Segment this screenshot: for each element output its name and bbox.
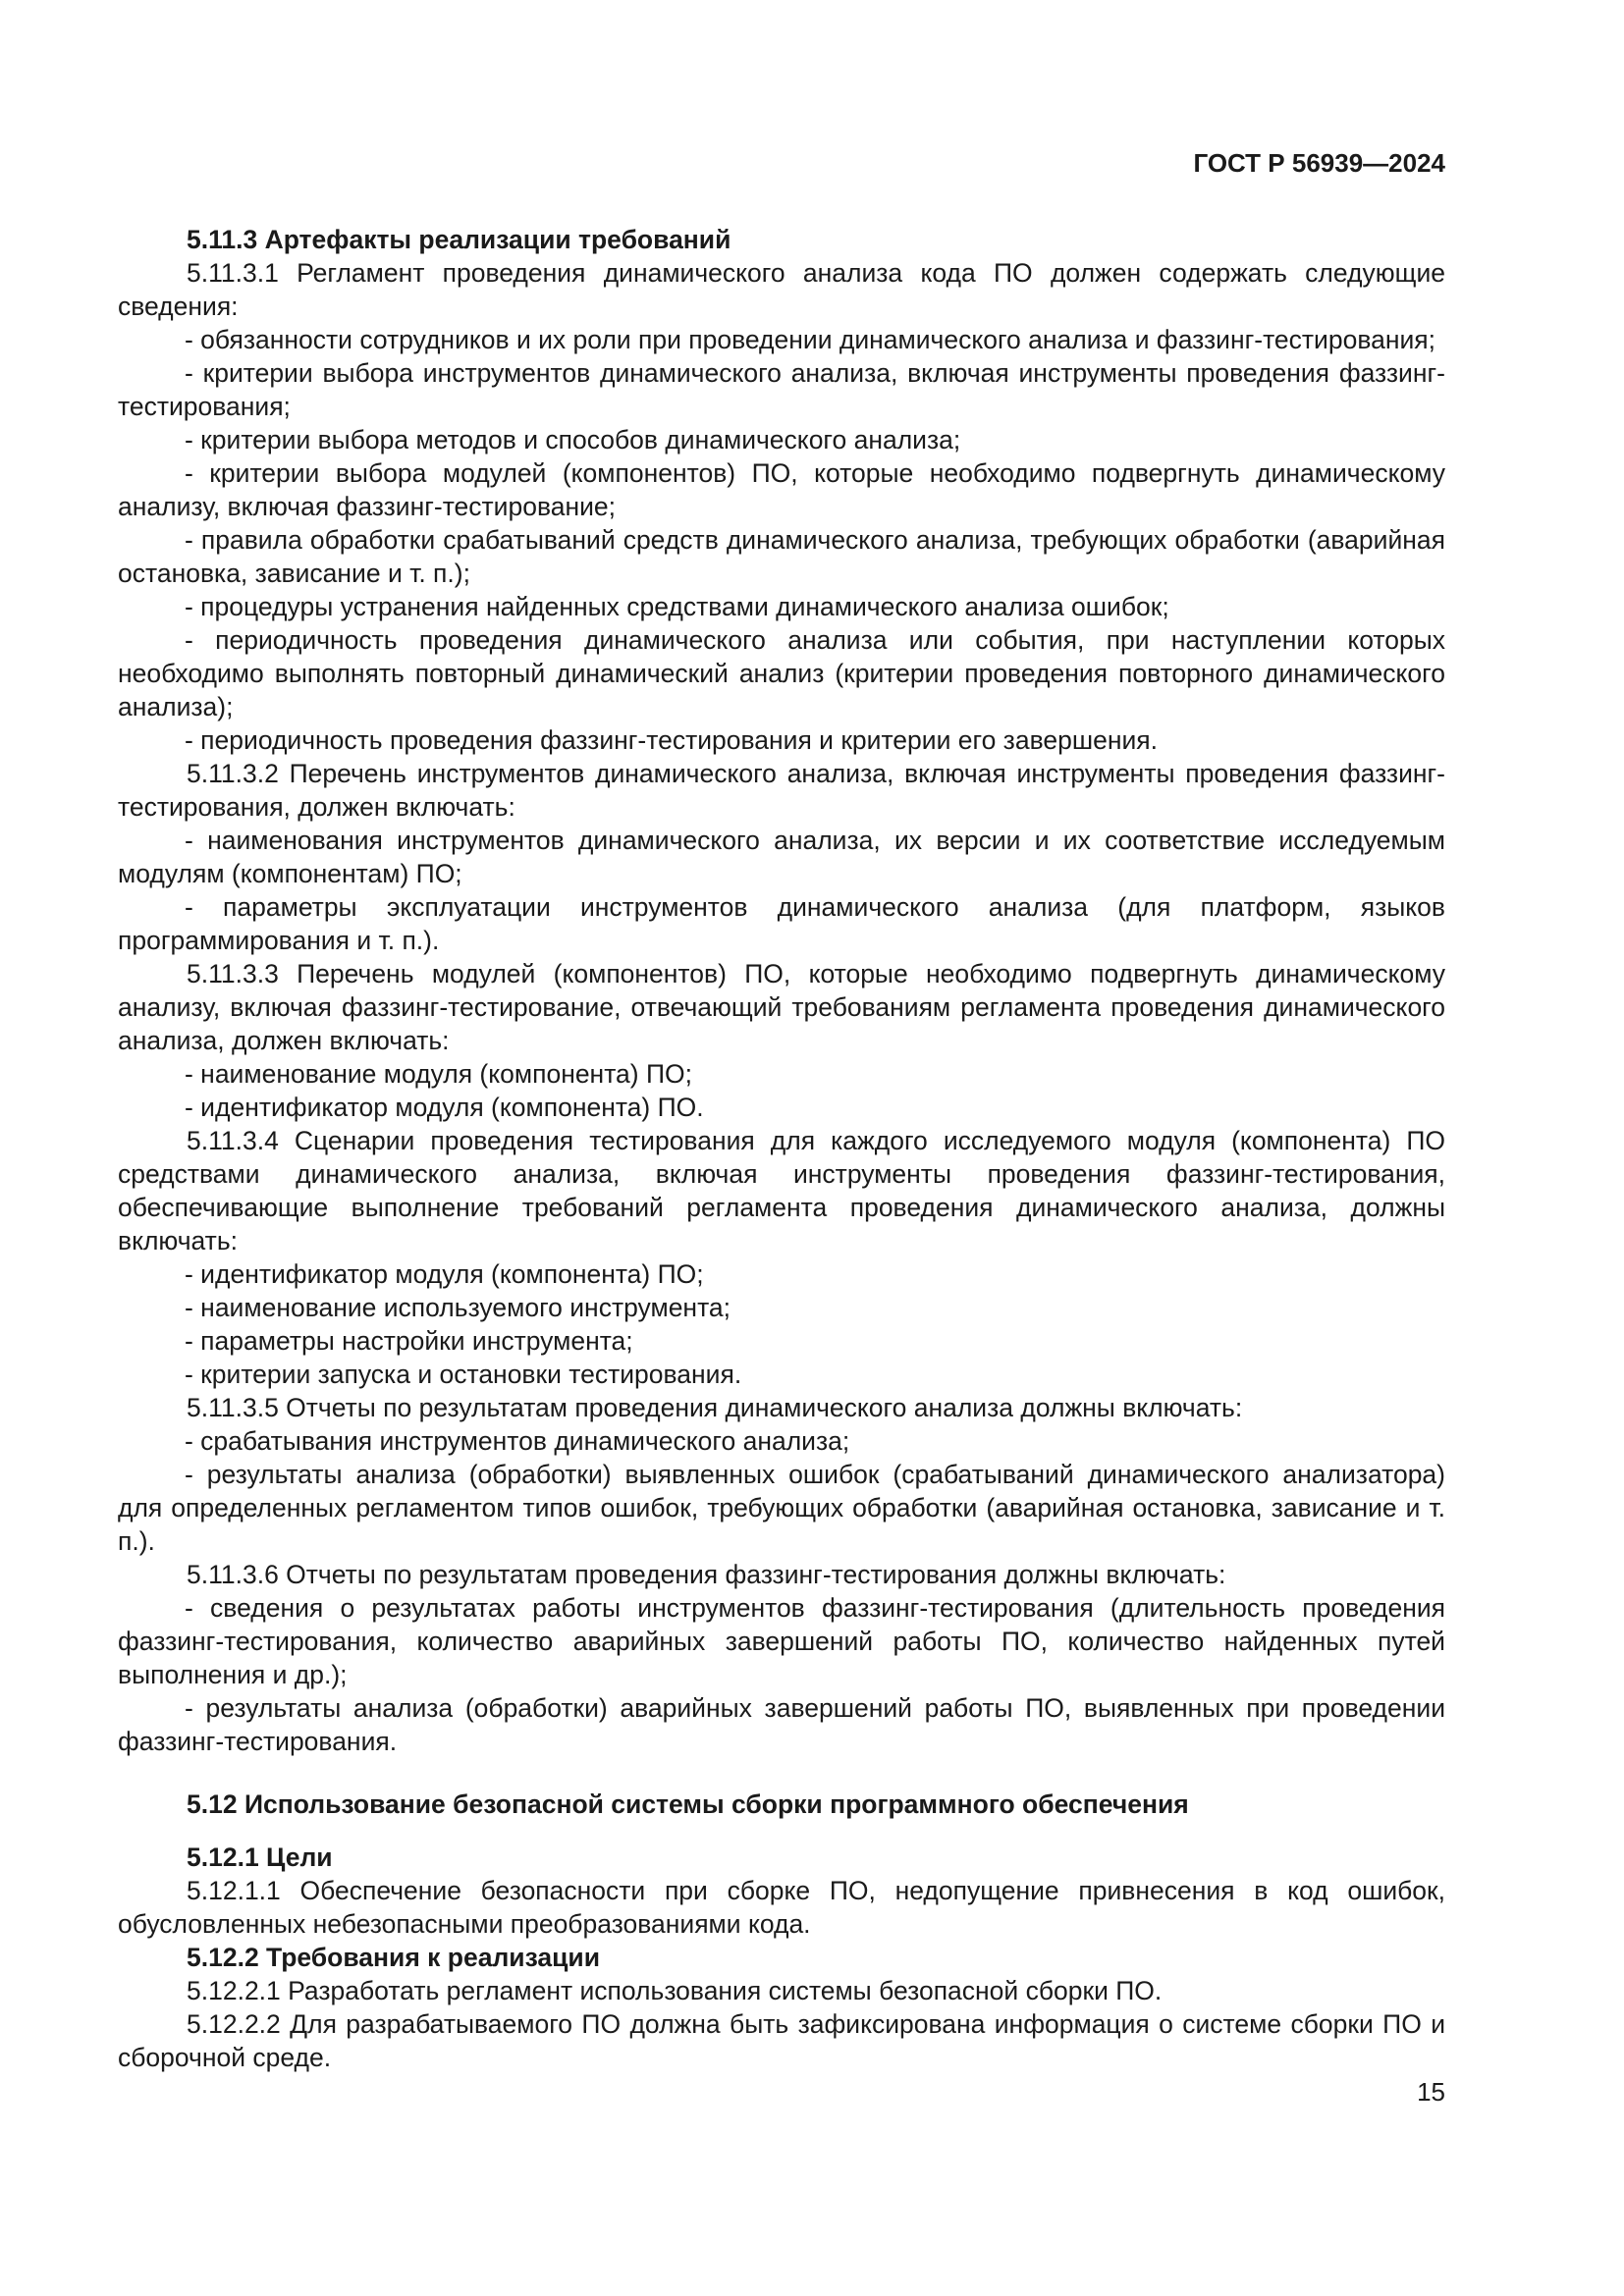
paragraph: 5.12.2.1 Разработать регламент использования системы безопасной сборки ПО. xyxy=(187,1976,1163,2005)
paragraph: 5.11.3.1 Регламент проведения динамического анализа кода ПО должен содержать следующие сведения: xyxy=(118,258,1445,321)
paragraph: 5.11.3.5 Отчеты по результатам проведения динамического анализа должны включать: xyxy=(187,1393,1243,1422)
list-item: - результаты анализа (обработки) аварийных завершений работы ПО, выявленных при проведении фаззинг-тестирования. xyxy=(118,1693,1445,1756)
list-item: - идентификатор модуля (компонента) ПО; xyxy=(185,1259,704,1289)
subsection-heading: 5.12.2 Требования к реализации xyxy=(187,1943,600,1972)
list-item: - критерии запуска и остановки тестирования. xyxy=(185,1360,742,1389)
list-item: - критерии выбора модулей (компонентов) ПО, которые необходимо подвергнуть динамическому анализу, включая фаззинг-тестирование; xyxy=(118,458,1445,521)
list-item: - срабатывания инструментов динамического анализа; xyxy=(185,1426,850,1456)
paragraph: 5.11.3.6 Отчеты по результатам проведения фаззинг-тестирования должны включать: xyxy=(187,1560,1226,1589)
list-item: - критерии выбора инструментов динамического анализа, включая инструменты проведения фаззинг-тестирования; xyxy=(118,358,1445,421)
document-header: ГОСТ Р 56939—2024 xyxy=(1193,148,1445,178)
paragraph: 5.12.1.1 Обеспечение безопасности при сборке ПО, недопущение привнесения в код ошибок, обусловленных небезопасными преобразованиями кода. xyxy=(118,1876,1445,1939)
list-item: - результаты анализа (обработки) выявленных ошибок (срабатываний динамического анализатора) для определенных регламентом типов ошибок, требующих обработки (аварийная остановка, зависание и т. п.). xyxy=(118,1460,1445,1556)
list-item: - периодичность проведения фаззинг-тестирования и критерии его завершения. xyxy=(185,725,1158,755)
paragraph: 5.11.3.2 Перечень инструментов динамического анализа, включая инструменты проведения фаззинг-тестирования, должен включать: xyxy=(118,759,1445,822)
list-item: - сведения о результатах работы инструментов фаззинг-тестирования (длительность проведения фаззинг-тестирования, количество аварийных завершений работы ПО, количество найденных путей выполнения и др.); xyxy=(118,1593,1445,1689)
list-item: - параметры эксплуатации инструментов динамического анализа (для платформ, языков программирования и т. п.). xyxy=(118,892,1445,955)
paragraph: 5.11.3.3 Перечень модулей (компонентов) ПО, которые необходимо подвергнуть динамическому анализу, включая фаззинг-тестирование, отвечающий требованиям регламента проведения динамического анализа, должен включать: xyxy=(118,959,1445,1055)
list-item: - периодичность проведения динамического анализа или события, при наступлении которых необходимо выполнять повторный динамический анализ (критерии проведения повторного динамического анализа); xyxy=(118,625,1445,721)
list-item: - критерии выбора методов и способов динамического анализа; xyxy=(185,425,961,454)
document-body xyxy=(118,223,1445,2074)
section-heading: 5.12 Использование безопасной системы сборки программного обеспечения xyxy=(187,1789,1189,1819)
list-item: - параметры настройки инструмента; xyxy=(185,1326,633,1356)
paragraph: 5.11.3.4 Сценарии проведения тестирования для каждого исследуемого модуля (компонента) ПО средствами динамического анализа, включая инструменты проведения фаззинг-тестирования, обеспечивающие выполнение требований регламента проведения динамического анализа, должны включать: xyxy=(118,1126,1445,1255)
list-item: - наименование модуля (компонента) ПО; xyxy=(185,1059,692,1089)
subsection-heading: 5.12.1 Цели xyxy=(187,1842,333,1872)
page-number: 15 xyxy=(1417,2077,1445,2107)
subsection-heading: 5.11.3 Артефакты реализации требований xyxy=(187,225,731,254)
list-item: - обязанности сотрудников и их роли при проведении динамического анализа и фаззинг-тестирования; xyxy=(185,325,1436,354)
list-item: - правила обработки срабатываний средств динамического анализа, требующих обработки (аварийная остановка, зависание и т. п.); xyxy=(118,525,1445,588)
list-item: - наименование используемого инструмента; xyxy=(185,1293,731,1322)
paragraph: 5.12.2.2 Для разрабатываемого ПО должна быть зафиксирована информация о системе сборки ПО и сборочной среде. xyxy=(118,2009,1445,2072)
list-item: - наименования инструментов динамического анализа, их версии и их соответствие исследуемым модулям (компонентам) ПО; xyxy=(118,826,1445,888)
list-item: - идентификатор модуля (компонента) ПО. xyxy=(185,1093,704,1122)
list-item: - процедуры устранения найденных средствами динамического анализа ошибок; xyxy=(185,592,1169,621)
